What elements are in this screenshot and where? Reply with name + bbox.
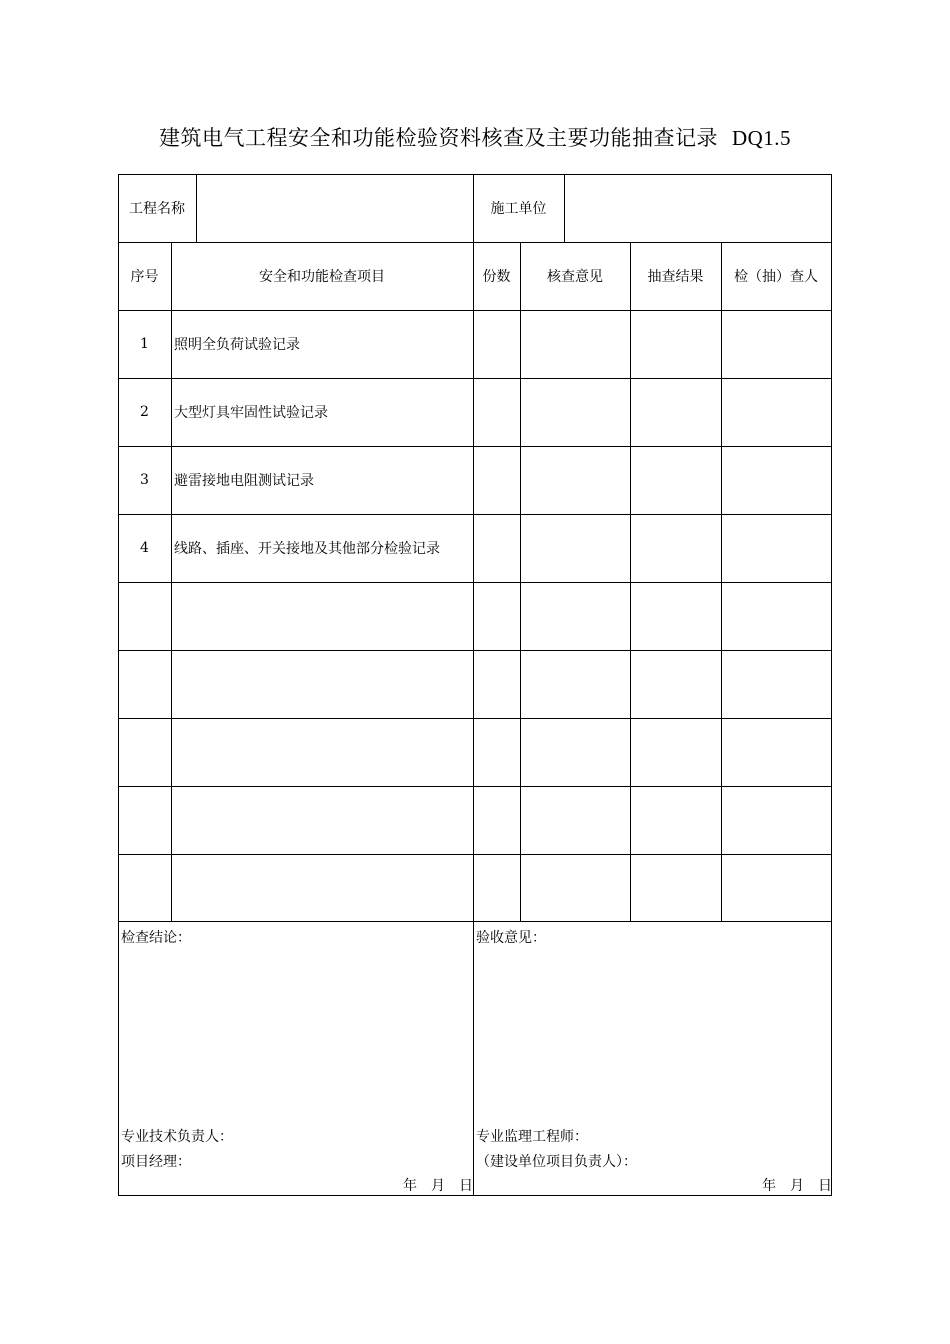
row-copies-field[interactable]	[473, 582, 520, 650]
col-header-review-opinion: 核查意见	[547, 269, 603, 285]
row-copies-field[interactable]	[473, 378, 520, 446]
project-name-field[interactable]	[196, 174, 473, 242]
project-manager-label: 项目经理：	[121, 1154, 191, 1170]
row-item	[171, 718, 473, 786]
row-seq: 2	[140, 404, 149, 420]
row-inspector-field[interactable]	[721, 514, 831, 582]
row-seq	[118, 854, 171, 921]
row-seq	[118, 650, 171, 718]
row-spot-check-result-field[interactable]	[630, 718, 721, 786]
acceptance-label: 验收意见：	[476, 930, 546, 946]
row-seq	[118, 582, 171, 650]
page-title	[0, 122, 950, 152]
row-copies-field[interactable]	[473, 514, 520, 582]
row-seq: 3	[140, 472, 149, 488]
row-review-opinion-field[interactable]	[520, 718, 630, 786]
row-inspector-field[interactable]	[721, 786, 831, 854]
table-border-right	[831, 174, 832, 1196]
row-seq: 4	[140, 540, 149, 556]
row-seq	[118, 786, 171, 854]
row-inspector-field[interactable]	[721, 718, 831, 786]
row-spot-check-result-field[interactable]	[630, 378, 721, 446]
row-item: 线路、插座、开关接地及其他部分检验记录	[174, 541, 440, 557]
row-item	[171, 650, 473, 718]
row-review-opinion-field[interactable]	[520, 446, 630, 514]
right-date-label: 年 月 日	[762, 1178, 832, 1194]
row-inspector-field[interactable]	[721, 310, 831, 378]
row-copies-field[interactable]	[473, 310, 520, 378]
row-seq	[118, 718, 171, 786]
title-text: 建筑电气工程安全和功能检验资料核查及主要功能抽查记录	[158, 126, 718, 150]
table-border-bottom	[118, 1195, 832, 1196]
row-review-opinion-field[interactable]	[520, 786, 630, 854]
row-review-opinion-field[interactable]	[520, 310, 630, 378]
row-item	[171, 854, 473, 921]
form-code: DQ1.5	[731, 126, 792, 150]
row-review-opinion-field[interactable]	[520, 514, 630, 582]
row-item: 照明全负荷试验记录	[174, 337, 300, 353]
owner-rep-label: （建设单位项目负责人）：	[476, 1154, 637, 1170]
row-spot-check-result-field[interactable]	[630, 650, 721, 718]
row-spot-check-result-field[interactable]	[630, 310, 721, 378]
row-item	[171, 786, 473, 854]
row-copies-field[interactable]	[473, 786, 520, 854]
row-divider	[118, 921, 831, 922]
row-review-opinion-field[interactable]	[520, 650, 630, 718]
row-spot-check-result-field[interactable]	[630, 786, 721, 854]
row-review-opinion-field[interactable]	[520, 378, 630, 446]
row-inspector-field[interactable]	[721, 446, 831, 514]
row-copies-field[interactable]	[473, 446, 520, 514]
row-review-opinion-field[interactable]	[520, 582, 630, 650]
row-seq: 1	[140, 336, 149, 352]
left-date-label: 年 月 日	[403, 1178, 473, 1194]
row-spot-check-result-field[interactable]	[630, 582, 721, 650]
row-spot-check-result-field[interactable]	[630, 446, 721, 514]
col-header-seq: 序号	[130, 269, 159, 285]
footer-divider	[473, 921, 474, 1195]
row-inspector-field[interactable]	[721, 582, 831, 650]
row-review-opinion-field[interactable]	[520, 854, 630, 921]
row-spot-check-result-field[interactable]	[630, 854, 721, 921]
col-header-spot-check-result: 抽查结果	[647, 269, 704, 285]
contractor-label: 施工单位	[490, 201, 547, 217]
row-item	[171, 582, 473, 650]
project-name-label: 工程名称	[129, 201, 185, 217]
row-spot-check-result-field[interactable]	[630, 514, 721, 582]
conclusion-label: 检查结论：	[121, 930, 191, 946]
supervisor-label: 专业监理工程师：	[476, 1129, 588, 1145]
contractor-field[interactable]	[564, 174, 831, 242]
col-header-inspector: 检（抽）查人	[734, 269, 818, 285]
row-copies-field[interactable]	[473, 650, 520, 718]
tech-lead-label: 专业技术负责人：	[121, 1129, 233, 1145]
row-inspector-field[interactable]	[721, 650, 831, 718]
row-copies-field[interactable]	[473, 718, 520, 786]
col-header-copies: 份数	[482, 269, 511, 285]
col-header-item: 安全和功能检查项目	[259, 269, 385, 285]
row-inspector-field[interactable]	[721, 378, 831, 446]
row-inspector-field[interactable]	[721, 854, 831, 921]
row-item: 避雷接地电阻测试记录	[174, 473, 314, 489]
row-copies-field[interactable]	[473, 854, 520, 921]
row-item: 大型灯具牢固性试验记录	[174, 405, 328, 421]
